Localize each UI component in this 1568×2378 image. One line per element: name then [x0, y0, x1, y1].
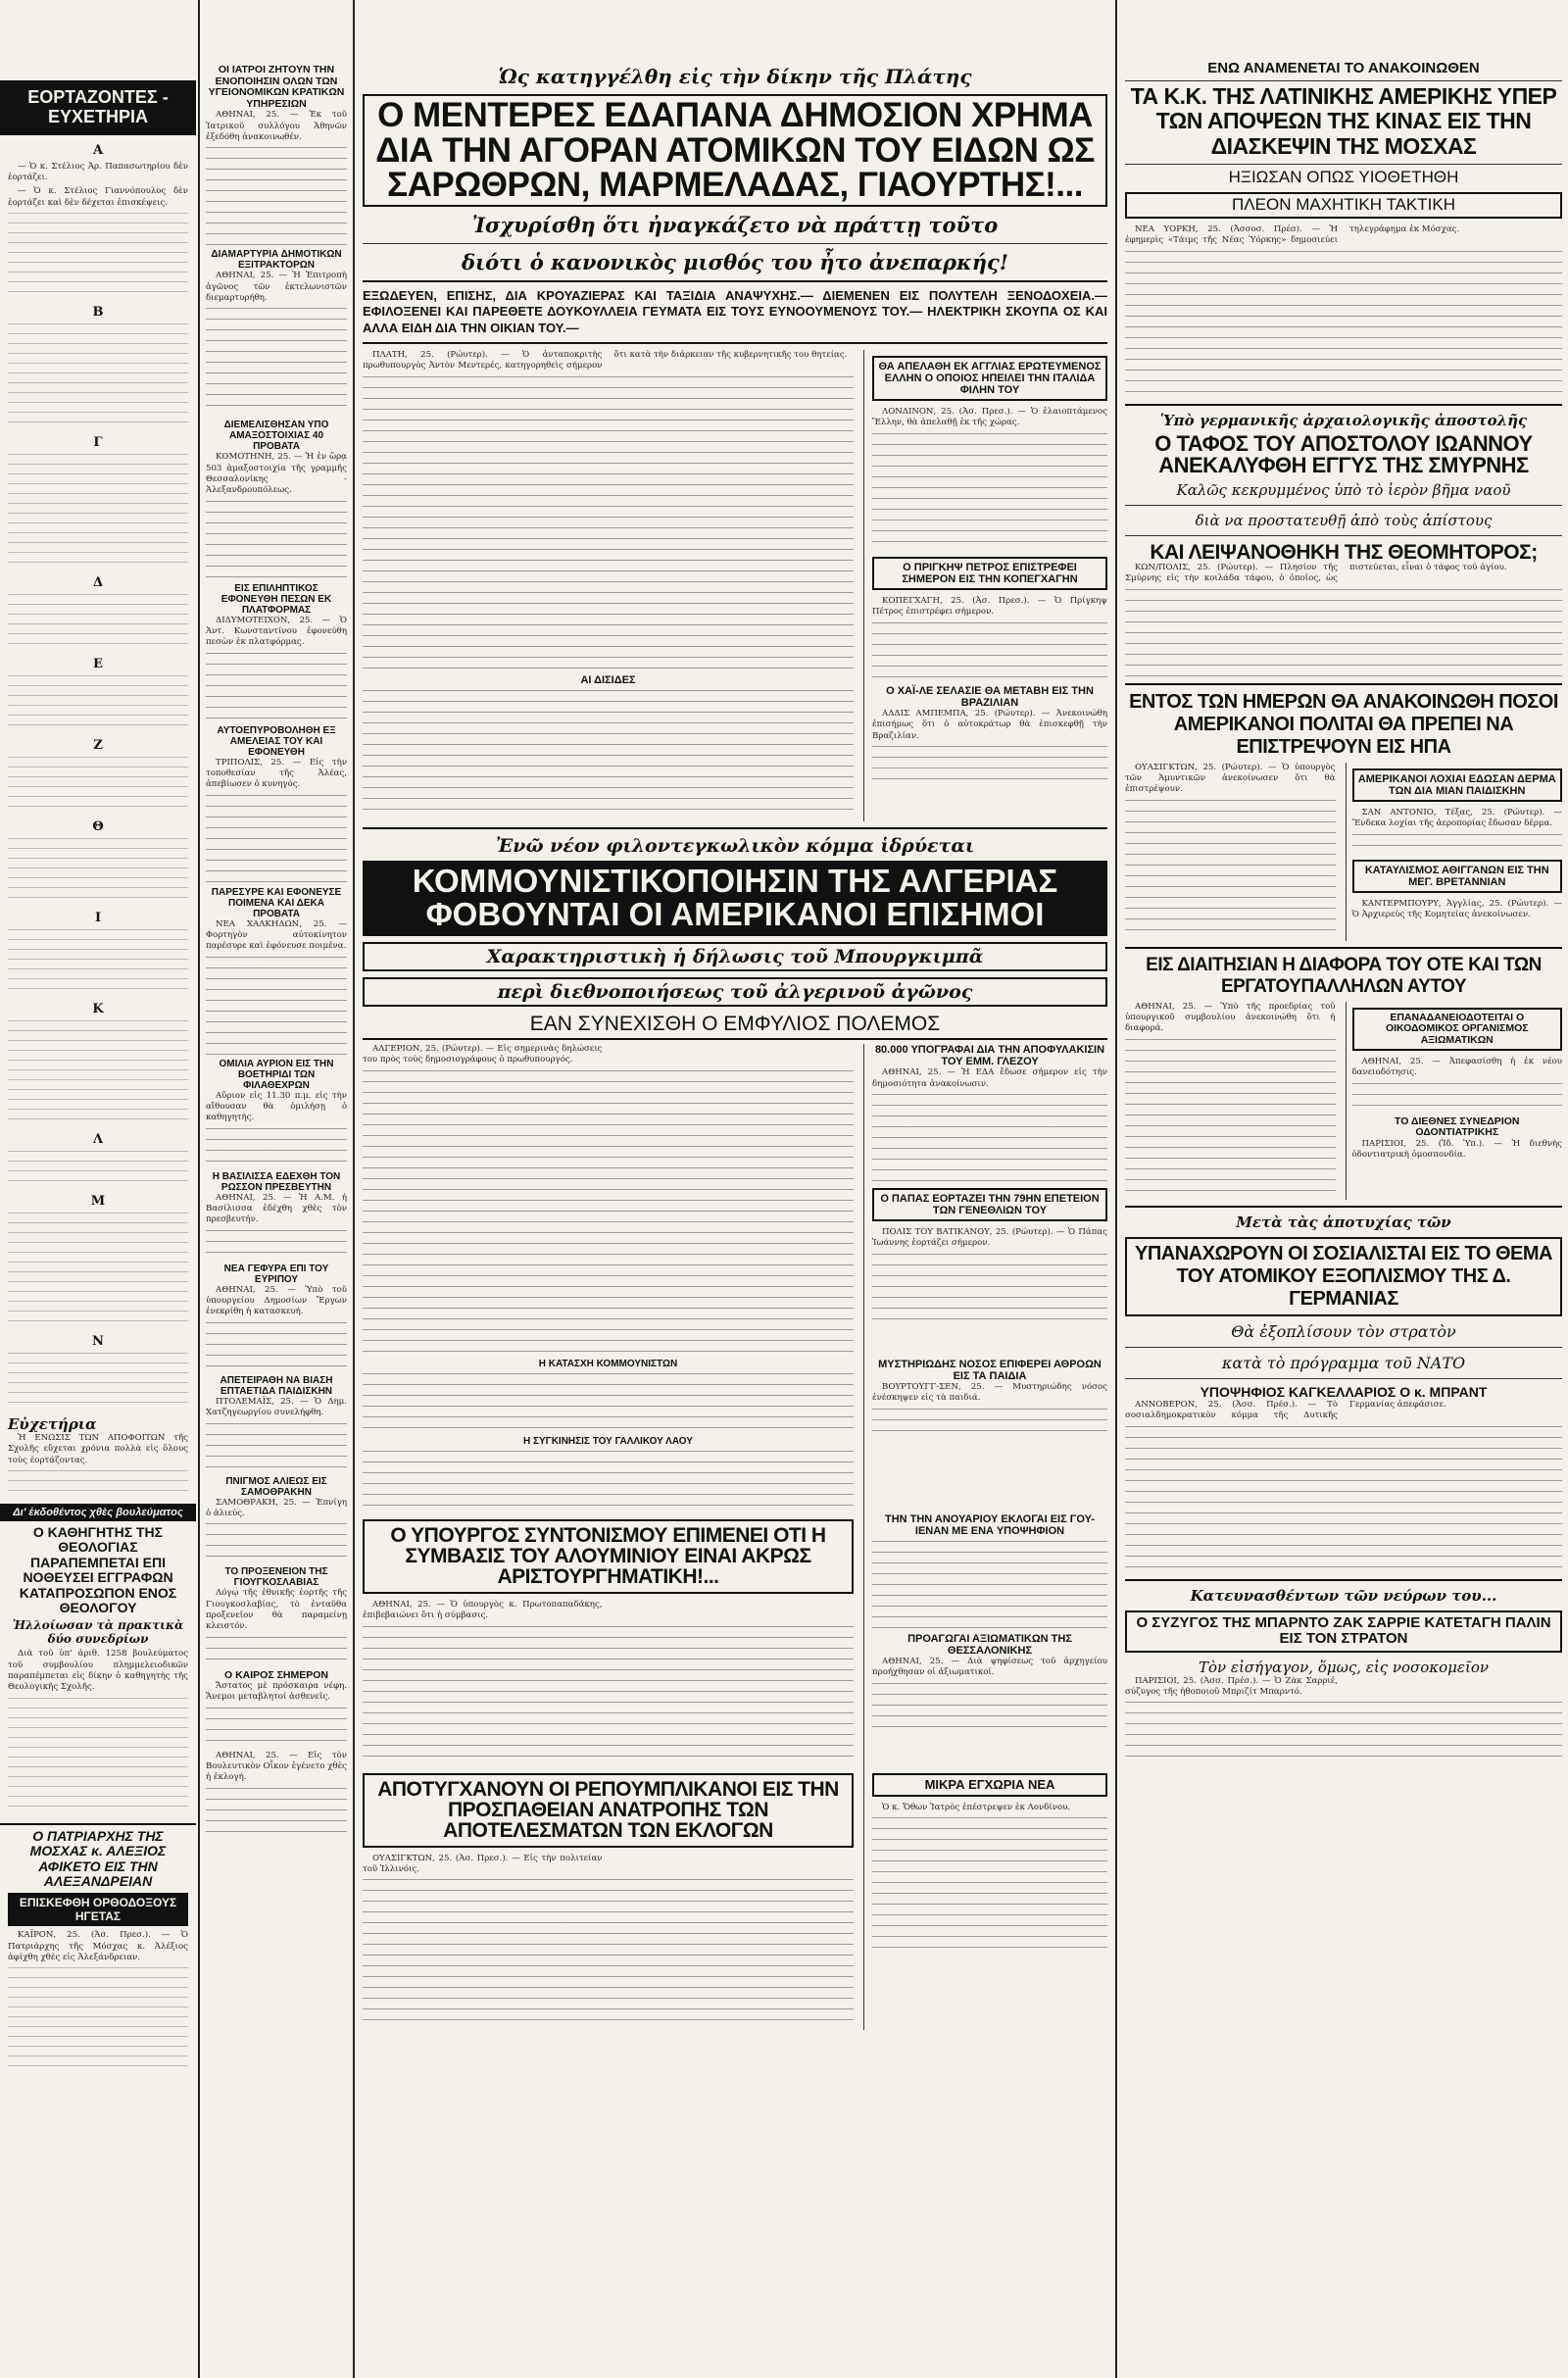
drowning-text: ΣΑΜΟΘΡΑΚΗ, 25. — Ἐπνίγη ὁ ἁλιεύς. [206, 1497, 347, 1518]
glezos-text: ΑΘΗΝΑΙ, 25. — Ἡ ΕΔΑ ἔδωσε σήμερον εἰς τὴν δημοσιότητα ἀνακοίνωσιν. [872, 1067, 1107, 1089]
column-main [357, 0, 1113, 2378]
french-emotion-headline: Η ΣΥΓΚΙΝΗΣΙΣ ΤΟΥ ΓΑΛΛΙΚΟΥ ΛΑΟΥ [523, 1435, 693, 1447]
republicans-text: ΟΥΑΣΙΓΚΤΩΝ, 25. (Ἀσ. Πρεσ.). — Εἰς τὴν πολιτείαν τοῦ Ἰλλινόις. [363, 1853, 603, 1875]
sarrie-text: ΠΑΡΙΣΙΟΙ, 25. (Ἀσσ. Πρέσ.). — Ὁ Ζὰκ Σαρριέ, σύζυγος τῆς ἠθοποιοῦ Μπριζίτ Μπαρντό. [1125, 1675, 1338, 1697]
shepherd-text: ΝΕΑ ΧΑΛΚΗΔΩΝ, 25. — Φορτηγὸν αὐτοκίνητον παρέσυρε καὶ ἐφόνευσε ποιμένα. [206, 918, 347, 952]
patriarch-subhead: ΕΠΙΣΚΕΦΘΗ ΟΡΘΟΔΟΞΟΥΣ ΗΓΕΤΑΣ [8, 1893, 188, 1926]
tomb-text: ΚΩΝ/ΠΟΛΙΣ, 25. (Ρώυτερ). — Πλησίον τῆς Σμύρνης εἰς τὴν κοιλάδα τάφου, ὁ ὁποῖος, ὡς πιστεύεται, εἶναι ὁ τάφος τοῦ ἁγίου. [1125, 563, 1507, 584]
section-letter-n: Ν [92, 1333, 104, 1349]
socialists-subhead-2: κατὰ τὸ πρόγραμμα τοῦ ΝΑΤΟ [1221, 1353, 1466, 1372]
socialists-headline: ΥΠΑΝΑΧΩΡΟΥΝ ΟΙ ΣΟΣΙΑΛΙΣΤΑΙ ΕΙΣ ΤΟ ΘΕΜΑ ΤΟΥ ΑΤΟΜΙΚΟΥ ΕΞΟΠΛΙΣΜΟΥ ΤΗΣ Δ. ΓΕΡΜΑΝΙΑΣ [1134, 1242, 1552, 1310]
selassie-headline: Ο ΧΑΪ-ΛΕ ΣΕΛΑΣΙΕ ΘΑ ΜΕΤΑΒΗ ΕΙΣ ΤΗΝ ΒΡΑΖΙΛΙΑΝ [886, 684, 1094, 709]
section-letter-b: Β [92, 304, 104, 320]
menderes-deck: ΕΞΩΔΕΥΕΝ, ΕΠΙΣΗΣ, ΔΙΑ ΚΡΟΥΑΖΙΕΡΑΣ ΚΑΙ ΤΑΞΙΔΙΑ ΑΝΑΨΥΧΗΣ.— ΔΙΕΜΕΝΕΝ ΕΙΣ ΠΟΛΥΤΕΛΗ ΞΕΝΟΔΟΧΕΙΑ.— ΕΦΙΛΟΞΕΝΕΙ ΚΑΙ ΠΑΡΕΘΕΤΕ ΔΟΥΚΟΥΛΛΕΙΑ ΓΕΥΜΑΤΑ ΕΙΣ ΤΟΥΣ ΕΥΝΟΟΥΜΕΝΟΥΣ ΤΟΥ.— ΗΛΕΚΤΡΙΚΗ ΣΚΟΥΠΑ ΟΣ ΚΑΙ ΑΛΛΑ ΕΙΔΗ ΔΙΑ ΤΗΝ ΟΙΚΙΑΝ ΤΟΥ.— [363, 288, 1107, 335]
aluminium-text: ΑΘΗΝΑΙ, 25. — Ὁ ὑπουργὸς κ. Πρωτοπαπαδάκης, ἐπιβεβαιώνει ὅτι ἡ σύμβασις. [363, 1599, 603, 1621]
us-citizens-text: ΟΥΑΣΙΓΚΤΩΝ, 25. (Ρώυτερ). — Ὁ ὑπουργὸς τῶν Ἀμυντικῶν ἀνεκοίνωσεν ὅτι θὰ ἐπιστρέψουν. [1125, 762, 1336, 795]
assault-headline: ΑΠΕΤΕΙΡΑΘΗ ΝΑ ΒΙΑΣΗ ΕΠΤΑΕΤΙΔΑ ΠΑΙΔΙΣΚΗΝ [220, 1374, 333, 1397]
housing-org-text: ΑΘΗΝΑΙ, 25. — Ἀπεφασίσθη ἡ ἐκ νέου δανειοδότησις. [1351, 1057, 1562, 1078]
nameday-list-a: — Ὁ κ. Στέλιος Ἀρ. Παπασωτηρίου δὲν ἑορτάζει. — Ὁ κ. Στέλιος Γιαννόπουλος δὲν ἑορτάζει καὶ δὲν δέχεται ἐπισκέψεις. [8, 161, 188, 208]
sergeants-headline: ΑΜΕΡΙΚΑΝΟΙ ΛΟΧΙΑΙ ΕΔΩΣΑΝ ΔΕΡΜΑ ΤΩΝ ΔΙΑ ΜΙΑΝ ΠΑΙΔΙΣΚΗΝ [1357, 772, 1556, 797]
latam-subhead-1: ΗΞΙΩΣΑΝ ΟΠΩΣ ΥΙΟΘΕΤΗΘΗ [1228, 167, 1459, 186]
latam-headline: ΤΑ Κ.Κ. ΤΗΣ ΛΑΤΙΝΙΚΗΣ ΑΜΕΡΙΚΗΣ ΥΠΕΡ ΤΩΝ ΑΠΟΨΕΩΝ ΤΗΣ ΚΙΝΑΣ ΕΙΣ ΤΗΝ ΔΙΑΣΚΕΨΙΝ ΤΗΣ ΜΟΣΧΑΣ [1130, 82, 1557, 159]
us-citizens-headline: ΕΝΤΟΣ ΤΩΝ ΗΜΕΡΩΝ ΘΑ ΑΝΑΚΟΙΝΩΘΗ ΠΟΣΟΙ ΑΜΕΡΙΚΑΝΟΙ ΠΟΛΙΤΑΙ ΘΑ ΠΡΕΠΕΙ ΝΑ ΕΠΙΣΤΡΕΨΟΥΝ ΕΙΣ ΗΠΑ [1129, 690, 1558, 758]
algeria-kicker: Ἐνῶ νέον φιλοντεγκωλικὸν κόμμα ἱδρύεται [495, 834, 975, 857]
algeria-subhead-2: περὶ διεθνοποιήσεως τοῦ ἀλγερινοῦ ἀγῶνος [497, 980, 973, 1003]
guyana-headline: ΤΗΝ ΤΗΝ ΑΝΟΥΑΡΙΟΥ ΕΚΛΟΓΑΙ ΕΙΣ ΓΟΥ-ΙΕΝΑΝ ΜΕ ΕΝΑ ΥΠΟΨΗΦΙΟΝ [884, 1512, 1096, 1537]
tomb-kicker: Ὑπὸ γερμανικῆς ἀρχαιολογικῆς ἀποστολῆς [1159, 411, 1528, 429]
gypsies-headline: ΚΑΤΑΥΛΙΣΜΟΣ ΑΘΙΓΓΑΝΩΝ ΕΙΣ ΤΗΝ ΜΕΓ. ΒΡΕΤΑΝΝΙΑΝ [1364, 864, 1549, 888]
algeria-subhead-3: ΕΑΝ ΣΥΝΕΧΙΣΘΗ Ο ΕΜΦΥΛΙΟΣ ΠΟΛΕΜΟΣ [363, 1013, 1107, 1040]
latam-kicker: ΕΝΩ ΑΝΑΜΕΝΕΤΑΙ ΤΟ ΑΝΑΚΟΙΝΩΘΕΝ [1207, 60, 1480, 76]
section-letter-a: Α [92, 142, 104, 158]
disease-headline: ΜΥΣΤΗΡΙΩΔΗΣ ΝΟΣΟΣ ΕΠΙΦΕΡΕΙ ΑΘΡΟΩΝ ΕΙΣ ΤΑ ΠΑΙΔΙΑ [878, 1358, 1102, 1382]
promotions-headline: ΠΡΟΑΓΩΓΑΙ ΑΞΙΩΜΑΤΙΚΩΝ ΤΗΣ ΘΕΣΣΑΛΟΝΙΚΗΣ [907, 1632, 1072, 1657]
latam-subhead-2: ΠΛΕΟΝ ΜΑΧΗΤΙΚΗ ΤΑΚΤΙΚΗ [1232, 195, 1455, 215]
republicans-headline: ΑΠΟΤΥΓΧΑΝΟΥΝ ΟΙ ΡΕΠΟΥΜΠΛΙΚΑΝΟΙ ΕΙΣ ΤΗΝ ΠΡΟΣΠΑΘΕΙΑΝ ΑΝΑΤΡΟΠΗΣ ΤΩΝ ΑΠΟΤΕΛΕΣΜΑΤΩΝ ΤΩΝ ΕΚΛΟΓΩΝ [377, 1777, 839, 1843]
socialists-kicker: Μετὰ τὰς ἀποτυχίας τῶν [1236, 1213, 1451, 1231]
communists-arrest-headline: Η ΚΑΤΑΣΧΗ ΚΟΜΜΟΥΝΙΣΤΩΝ [538, 1358, 678, 1369]
queen-headline: Η ΒΑΣΙΛΙΣΣΑ ΕΔΕΧΘΗ ΤΟΝ ΡΩΣΣΟΝ ΠΡΕΣΒΕΥΤΗΝ [212, 1170, 341, 1193]
weather-headline: Ο ΚΑΙΡΟΣ ΣΗΜΕΡΟΝ [224, 1668, 328, 1681]
section-letter-z: Ζ [93, 737, 103, 753]
decision-banner: Δι' ἐκδοθέντος χθὲς βουλεύματος [0, 1504, 196, 1521]
theology-headline: Ο ΚΑΘΗΓΗΤΗΣ ΤΗΣ ΘΕΟΛΟΓΙΑΣ ΠΑΡΑΠΕΜΠΕΤΑΙ ΕΠΙ ΝΟΘΕΥΣΕΙ ΕΓΓΡΑΦΩΝ ΚΑΤΑΠΡΟΣΩΠΟΝ ΕΝΟΣ ΘΕΟΛΟΓΟΥ [19, 1524, 177, 1615]
protest-headline: ΔΙΑΜΑΡΤΥΡΙΑ ΔΗΜΟΤΙΚΩΝ ΕΞΙΤΡΑΚΤΟΡΩΝ [211, 249, 342, 272]
accident-headline: ΑΥΤΟΕΠΥΡΟΒΟΛΗΘΗ ΕΞ ΑΜΕΛΕΙΑΣ ΤΟΥ ΚΑΙ ΕΦΟΝΕΥΘΗ [217, 724, 336, 758]
bridge-headline: ΝΕΑ ΓΕΦΥΡΑ ΕΠΙ ΤΟΥ ΕΥΡΙΠΟΥ [223, 1263, 329, 1285]
column-events [0, 0, 196, 2378]
accident-text: ΤΡΙΠΟΛΙΣ, 25. — Εἰς τὴν τοποθεσίαν τῆς Ἀλέας, ἀπεβίωσεν ὁ κυνηγός. [206, 757, 347, 790]
promotions-text: ΑΘΗΝΑΙ, 25. — Διὰ ψηφίσεως τοῦ ἀρχηγείου προήχθησαν οἱ ἀξιωματικοί. [872, 1657, 1107, 1678]
algeria-subhead-1: Χαρακτηριστικὴ ἡ δήλωσις τοῦ Μπουργκιμπᾶ [486, 945, 984, 967]
dental-congress-text: ΠΑΡΙΣΙΟΙ, 25. (Ἰδ. Ὑπ.). — Ἡ διεθνὴς ὁδοντιατρικὴ ὁμοσπονδία. [1351, 1138, 1562, 1161]
section-letter-g: Γ [93, 434, 103, 450]
menderes-headline: Ο ΜΕΝΤΕΡΕΣ ΕΔΑΠΑΝΑ ΔΗΜΟΣΙΟΝ ΧΡΗΜΑ ΔΙΑ ΤΗΝ ΑΓΟΡΑΝ ΑΤΟΜΙΚΩΝ ΤΟΥ ΕΙΔΩΝ ΩΣ ΣΑΡΩΘΡΩΝ, ΜΑΡΜΕΛΑΔΑΣ, ΓΙΑΟΥΡΤΗΣ!... [375, 96, 1095, 205]
patriarch-text: ΚΑΪΡΟΝ, 25. (Ἀσ. Πρεσ.). — Ὁ Πατριάρχης τῆς Μόσχας κ. Ἀλέξιος ἀφίχθη χθὲς εἰς Ἀλεξάνδρειαν. [8, 1930, 188, 1962]
aluminium-headline: Ο ΥΠΟΥΡΓΟΣ ΣΥΝΤΟΝΙΣΜΟΥ ΕΠΙΜΕΝΕΙ ΟΤΙ Η ΣΥΜΒΑΣΙΣ ΤΟΥ ΑΛΟΥΜΙΝΙΟΥ ΕΙΝΑΙ ΑΚΡΩΣ ΑΡΙΣΤΟΥΡΓΗΜΑΤΙΚΗ!... [390, 1523, 826, 1589]
consulate-text: Λόγῳ τῆς ἐθνικῆς ἑορτῆς τῆς Γιουγκοσλαβίας, τὸ ἐνταῦθα προξενεῖον θὰ παραμείνῃ κλειστόν. [206, 1588, 347, 1632]
ote-headline: ΕΙΣ ΔΙΑΙΤΗΣΙΑΝ Η ΔΙΑΦΟΡΑ ΤΟΥ ΟΤΕ ΚΑΙ ΤΩΝ ΕΡΓΑΤΟΥΠΑΛΛΗΛΩΝ ΑΥΤΟΥ [1146, 954, 1542, 997]
menderes-text: ΠΛΑΤΗ, 25. (Ρώυτερ). — Ὁ ἀνταποκριτὴς πρωθυπουργὸς Ἀντὸν Μεντερές, κατηγορηθεὶς σήμερον ὅτι κατὰ τὴν διάρκειαν τῆς κυβερνητικῆς του θητείας. [363, 349, 848, 372]
section-letter-l: Λ [92, 1131, 104, 1147]
evchetiria-heading: Εὐχετήρια [8, 1414, 97, 1433]
housing-org-headline: ΕΠΑΝΑΔΑΝΕΙΟΔΟΤΕΙΤΑΙ Ο ΟΙΚΟΔΟΜΙΚΟΣ ΟΡΓΑΝΙΣΜΟΣ ΑΞΙΩΜΑΤΙΚΩΝ [1385, 1011, 1529, 1046]
menderes-subhead-1: Ἰσχυρίσθη ὅτι ἠναγκάζετο νὰ πράττῃ τοῦτο [471, 213, 999, 238]
algeria-text: ΑΛΓΕΡΙΟΝ, 25. (Ρώυτερ). — Εἰς σημερινὰς δηλώσεις του πρὸς τοὺς δημοσιογράφους ὁ πρωθυπουργός. [363, 1043, 603, 1065]
pope-text: ΠΟΛΙΣ ΤΟΥ ΒΑΤΙΚΑΝΟΥ, 25. (Ρώυτερ). — Ὁ Πάπας Ἰωάννης ἑορτάζει σήμερον. [872, 1227, 1107, 1249]
section-letter-k: Κ [92, 1001, 104, 1016]
theology-subhead: Ἠλλοίωσαν τὰ πρακτικὰ δύο συνεδρίων [12, 1618, 184, 1647]
latam-text: ΝΕΑ ΥΟΡΚΗ, 25. (Ἀσσοσ. Πρέσ). — Ἡ ἐφημερὶς «Τάιμς τῆς Νέας Ὑόρκης» δημοσιεύει τηλεγράφημα ἐκ Μόσχας. [1125, 224, 1460, 246]
gypsies-text: ΚΑΝΤΕΡΜΠΟΥΡΥ, Ἀγγλίας, 25. (Ρώυτερ). — Ὁ Ἀρχιερεὺς τῆς Κομητείας ἀνεκοίνωσεν. [1351, 898, 1562, 920]
tomb-subhead-3: ΚΑΙ ΛΕΙΨΑΝΟΘΗΚΗ ΤΗΣ ΘΕΟΜΗΤΟΡΟΣ; [1150, 540, 1538, 564]
pope-headline: Ο ΠΑΠΑΣ ΕΟΡΤΑΖΕΙ ΤΗΝ 79ΗΝ ΕΠΕΤΕΙΟΝ ΤΩΝ ΓΕΝΕΘΛΙΩΝ ΤΟΥ [880, 1192, 1100, 1216]
patriarch-headline: Ο ΠΑΤΡΙΑΡΧΗΣ ΤΗΣ ΜΟΣΧΑΣ κ. ΑΛΕΞΙΟΣ ΑΦΙΚΕΤΟ ΕΙΣ ΤΗΝ ΑΛΕΞΑΝΔΡΕΙΑΝ [29, 1827, 167, 1889]
evchetiria-text: Ἡ ΕΝΩΣΙΣ ΤΩΝ ΑΠΟΦΟΙΤΩΝ τῆς Σχολῆς εὔχεται χρόνια πολλὰ εἰς ὅλους τοὺς ἑορτάζοντας. [8, 1432, 188, 1465]
column-right [1119, 0, 1568, 2378]
theology-text: Διὰ τοῦ ὑπ' ἀριθ. 1258 βουλεύματος τοῦ συμβουλίου πλημμελειοδικῶν παραπέμπεται εἰς δίκην ὁ καθηγητὴς τῆς Θεολογικῆς Σχολῆς. [8, 1649, 188, 1693]
sarrie-headline: Ο ΣΥΖΥΓΟΣ ΤΗΣ ΜΠΑΡΝΤΟ ΖΑΚ ΣΑΡΡΙΕ ΚΑΤΕΤΑΓΗ ΠΑΛΙΝ ΕΙΣ ΤΟΝ ΣΤΡΑΤΟΝ [1136, 1613, 1551, 1648]
drowning-headline: ΠΝΙΓΜΟΣ ΑΛΙΕΩΣ ΕΙΣ ΣΑΜΟΘΡΑΚΗΝ [225, 1475, 327, 1498]
section-letter-th: Θ [92, 818, 104, 834]
socialists-subhead-3: ΥΠΟΨΗΦΙΟΣ ΚΑΓΚΕΛΛΑΡΙΟΣ Ο κ. ΜΠΡΑΝΤ [1200, 1383, 1488, 1400]
lecture-text: Αὔριον εἰς 11.30 π.μ. εἰς τὴν αἴθουσαν θὰ ὁμιλήσῃ ὁ καθηγητής. [206, 1090, 347, 1123]
consulate-headline: ΤΟ ΠΡΟΞΕΝΕΙΟΝ ΤΗΣ ΓΙΟΥΓΚΟΣΛΑΒΙΑΣ [224, 1566, 328, 1589]
tomb-subhead-1: Καλῶς κεκρυμμένος ὑπὸ τὸ ἱερὸν βῆμα ναοῦ [1176, 480, 1511, 499]
protest-text: ΑΘΗΝΑΙ, 25. — Ἡ Ἐπιτροπὴ ἀγῶνος τῶν ἐκτελωνιστῶν διεμαρτυρήθη. [206, 271, 347, 303]
menderes-subhead-2: διότι ὁ κανονικὸς μισθός του ἦτο ἀνεπαρκής! [461, 250, 1009, 275]
sarrie-subhead: Τὸν εἰσήγαγον, ὅμως, εἰς νοσοκομεῖον [1199, 1658, 1489, 1676]
sheep-headline: ΔΙΕΜΕΛΙΣΘΗΣΑΝ ΥΠΟ ΑΜΑΞΟΣΤΟΙΧΙΑΣ 40 ΠΡΟΒΑΤΑ [223, 420, 329, 453]
weather-text: Ἄστατος μὲ πρόσκαιρα νέφη. Ἄνεμοι μεταβλητοί ἀσθενεῖς. [206, 1681, 347, 1703]
prince-headline: Ο ΠΡΙΓΚΗΨ ΠΕΤΡΟΣ ΕΠΙΣΤΡΕΦΕΙ ΣΗΜΕΡΟΝ ΕΙΣ ΤΗΝ ΚΟΠΕΓΧΑΓΗΝ [902, 561, 1078, 585]
socialists-subhead-1: Θὰ ἐξοπλίσουν τὸν στρατὸν [1231, 1321, 1456, 1341]
section-letter-e: Ε [93, 656, 103, 671]
section-letter-m: Μ [90, 1193, 106, 1209]
tomb-subhead-2: διὰ να προστατευθῇ ἀπὸ τοὺς ἀπίστους [1195, 511, 1493, 529]
sarrie-kicker: Κατευνασθέντων τῶν νεύρων του... [1190, 1586, 1497, 1605]
parliament-text: ΑΘΗΝΑΙ, 25. — Εἰς τὸν Βουλευτικὸν Οἶκον ἐγένετο χθὲς ἡ ἐκλογή. [206, 1750, 347, 1783]
sergeants-text: ΣΑΝ ΑΝΤΟΝΙΟ, Τέξας, 25. (Ρώυτερ). — Ἕνδεκα λοχίαι τῆς ἀεροπορίας ἔδωσαν δέρμα. [1351, 807, 1562, 829]
greek-deport-headline: ΘΑ ΑΠΕΛΑΘΗ ΕΚ ΑΓΓΛΙΑΣ ΕΡΩΤΕΥΜΕΝΟΣ ΕΛΛΗΝ Ο ΟΠΟΙΟΣ ΗΠΕΙΛΕΙ ΤΗΝ ΙΤΑΛΙΔΑ ΦΙΛΗΝ ΤΟΥ [878, 360, 1102, 396]
epileptic-text: ΔΙΔΥΜΟΤΕΙΧΟΝ, 25. — Ὁ Ἀντ. Κωνσταντίνου ἐφονεύθη πεσὼν ἐκ πλατφόρμας. [206, 615, 347, 648]
section-letter-d: Δ [92, 574, 104, 590]
doctors-text: ΑΘΗΝΑΙ, 25. — Ἐκ τοῦ Ἰατρικοῦ συλλόγου Ἀθηνῶν ἐξεδόθη ἀνακοινωθέν. [206, 110, 347, 142]
epileptic-headline: ΕΙΣ ΕΠΙΛΗΠΤΙΚΟΣ ΕΦΟΝΕΥΘΗ ΠΕΣΩΝ ΕΚ ΠΛΑΤΦΟΡΜΑΣ [220, 582, 332, 616]
lecture-headline: ΟΜΙΛΙΑ ΑΥΡΙΟΝ ΕΙΣ ΤΗΝ ΒΟΕΤΗΡΙΔΙ ΤΩΝ ΦΙΛΑΘΕΧΡΩΝ [219, 1058, 334, 1091]
queen-text: ΑΘΗΝΑΙ, 25. — Ἡ Α.Μ. ἡ Βασίλισσα ἐδέχθη χθὲς τὸν πρεσβευτήν. [206, 1192, 347, 1225]
section-letter-i: Ι [94, 910, 102, 925]
doctors-headline: ΟΙ ΙΑΤΡΟΙ ΖΗΤΟΥΝ ΤΗΝ ΕΝΟΠΟΙΗΣΙΝ ΟΛΩΝ ΤΩΝ ΥΓΕΙΟΝΟΜΙΚΩΝ ΚΡΑΤΙΚΩΝ ΥΠΗΡΕΣΙΩΝ [208, 64, 345, 110]
glezos-headline: 80.000 ΥΠΟΓΡΑΦΑΙ ΔΙΑ ΤΗΝ ΑΠΟΦΥΛΑΚΙΣΙΝ ΤΟΥ ΕΜΜ. ΓΛΕΖΟΥ [874, 1043, 1105, 1068]
assault-text: ΠΤΟΛΕΜΑΪΣ, 25. — Ὁ Δημ. Χατζηγεωργίου συνελήφθη. [206, 1396, 347, 1418]
column-brief-news [202, 0, 351, 2378]
dissidents-headline: ΑΙ ΔΙΣΙΔΕΣ [580, 673, 636, 686]
disease-text: ΒΟΥΡΤΟΥΓΓ-ΣΕΝ, 25. — Μυστηριώδης νόσος ἐνέσκηψεν εἰς τὰ παιδιά. [872, 1381, 1107, 1404]
sheep-text: ΚΟΜΟΤΗΝΗ, 25. — Ἡ ἐν ὥρᾳ 503 ἀμαξοστοιχία τῆς γραμμῆς Θεσσαλονίκης - Ἀλεξανδρουπόλεως. [206, 452, 347, 496]
greek-deport-text: ΛΟΝΔΙΝΟΝ, 25. (Ἀσ. Πρεσ.). — Ὁ ἐλαιοπτάμενος Ἕλλην, θὰ ἀπελαθῇ ἐκ τῆς χώρας. [872, 407, 1107, 428]
prince-text: ΚΟΠΕΓΧΑΓΗ, 25. (Ἀσ. Πρεσ.). — Ὁ Πρίγκηψ Πέτρος ἐπιστρέφει σήμερον. [872, 595, 1107, 618]
nameday-banner: ΕΟΡΤΑΖΟΝΤΕΣ - ΕΥΧΕΤΗΡΙΑ [0, 80, 196, 135]
shepherd-headline: ΠΑΡΕΣΥΡΕ ΚΑΙ ΕΦΟΝΕΥΣΕ ΠΟΙΜΕΝΑ ΚΑΙ ΔΕΚΑ ΠΡΟΒΑΤΑ [211, 886, 342, 919]
ote-text: ΑΘΗΝΑΙ, 25. — Ὑπὸ τῆς προεδρίας τοῦ ὑπουργικοῦ συμβουλίου ἀνεκοινώθη ὅτι ἡ διαφορά. [1125, 1001, 1336, 1034]
bridge-text: ΑΘΗΝΑΙ, 25. — Ὑπὸ τοῦ ὑπουργείου Δημοσίων Ἔργων ἐνεκρίθη ἡ κατασκευή. [206, 1284, 347, 1317]
algeria-headline: ΚΟΜΜΟΥΝΙΣΤΙΚΟΠΟΙΗΣΙΝ ΤΗΣ ΑΛΓΕΡΙΑΣ ΦΟΒΟΥΝΤΑΙ ΟΙ ΑΜΕΡΙΚΑΝΟΙ ΕΠΙΣΗΜΟΙ [363, 861, 1107, 936]
socialists-text: ΑΝΝΟΒΕΡΟΝ, 25. (Ἀσσ. Πρέσ.). — Τὸ σοσιαλδημοκρατικὸν κόμμα τῆς Δυτικῆς Γερμανίας ἀπεφάσισε. [1125, 1399, 1446, 1421]
menderes-kicker: Ὡς κατηγγέλθη εἰς τὴν δίκην τῆς Πλάτης [498, 65, 972, 88]
selassie-text: ΑΔΔΙΣ ΑΜΠΕΜΠΑ, 25. (Ρώυτερ). — Ἀνεκοινώθη ἐπισήμως ὅτι ὁ αὐτοκράτωρ θὰ ἐπισκεφθῇ τὴν Βραζιλίαν. [872, 708, 1107, 741]
tomb-headline: Ο ΤΑΦΟΣ ΤΟΥ ΑΠΟΣΤΟΛΟΥ ΙΩΑΝΝΟΥ ΑΝΕΚΑΛΥΦΘΗ ΕΓΓΥΣ ΤΗΣ ΣΜΥΡΝΗΣ [1154, 430, 1533, 478]
local-news-text: Ὁ κ. Ὄθων Ἰατρὸς ἐπέστρεψεν ἐκ Λονδίνου. [882, 1802, 1071, 1812]
local-news-headline: ΜΙΚΡΑ ΕΓΧΩΡΙΑ ΝΕΑ [924, 1776, 1055, 1792]
dental-congress-headline: ΤΟ ΔΙΕΘΝΕΣ ΣΥΝΕΔΡΙΟΝ ΟΔΟΝΤΙΑΤΡΙΚΗΣ [1395, 1115, 1520, 1139]
